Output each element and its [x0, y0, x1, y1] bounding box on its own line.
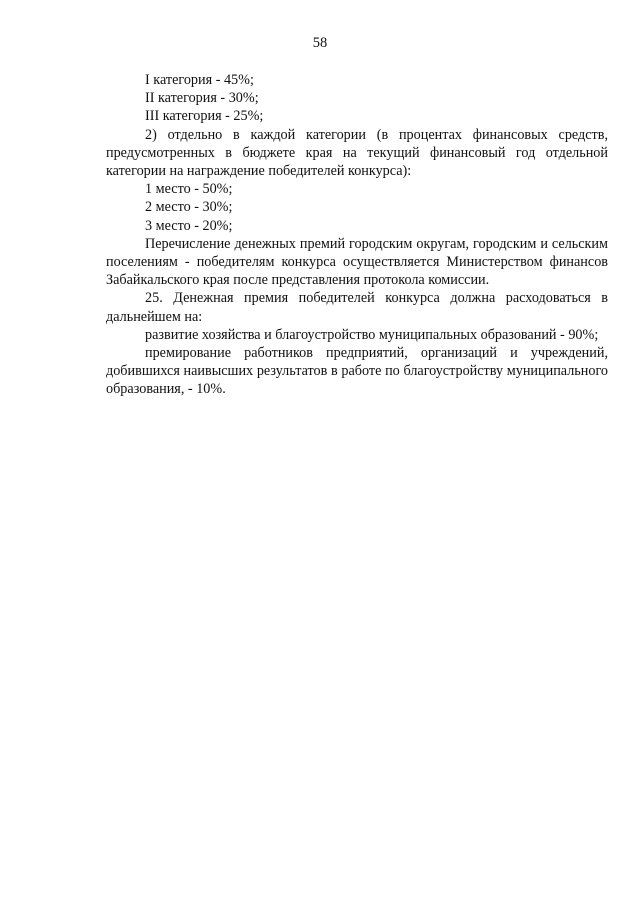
paragraph-development: развитие хозяйства и благоустройство муниципальных образований - 90%; — [145, 326, 599, 343]
paragraph-place-1: 1 место - 50%; — [145, 181, 233, 198]
page-number: 58 — [312, 35, 328, 51]
paragraph-category-3: III категория - 25%; — [145, 108, 264, 125]
paragraph-transfer: Перечисление денежных премий городским округам, городским и сельским поселениям - победителям конкурса осуществляется Министерством финансов Забайкальского края после представления протокола комиссии. — [106, 235, 608, 289]
paragraph-category-2: II категория - 30%; — [145, 90, 259, 107]
paragraph-category-1: I категория - 45%; — [145, 72, 254, 88]
paragraph-bonuses: премирование работников предприятий, организаций и учреждений, добившихся наивысших результатов в работе по благоустройству муниципального образования, - 10%. — [106, 345, 608, 398]
paragraph-place-3: 3 место - 20%; — [145, 217, 233, 234]
paragraph-section-25: 25. Денежная премия победителей конкурса должна расходоваться в дальнейшем на: — [106, 290, 608, 325]
paragraph-place-2: 2 место - 30%; — [145, 199, 233, 216]
page-body — [106, 71, 608, 399]
paragraph-item-2: 2) отдельно в каждой категории (в процентах финансовых средств, предусмотренных в бюджете края на текущий финансовый год отдельной категории на награждение победителей конкурса): — [106, 126, 608, 180]
